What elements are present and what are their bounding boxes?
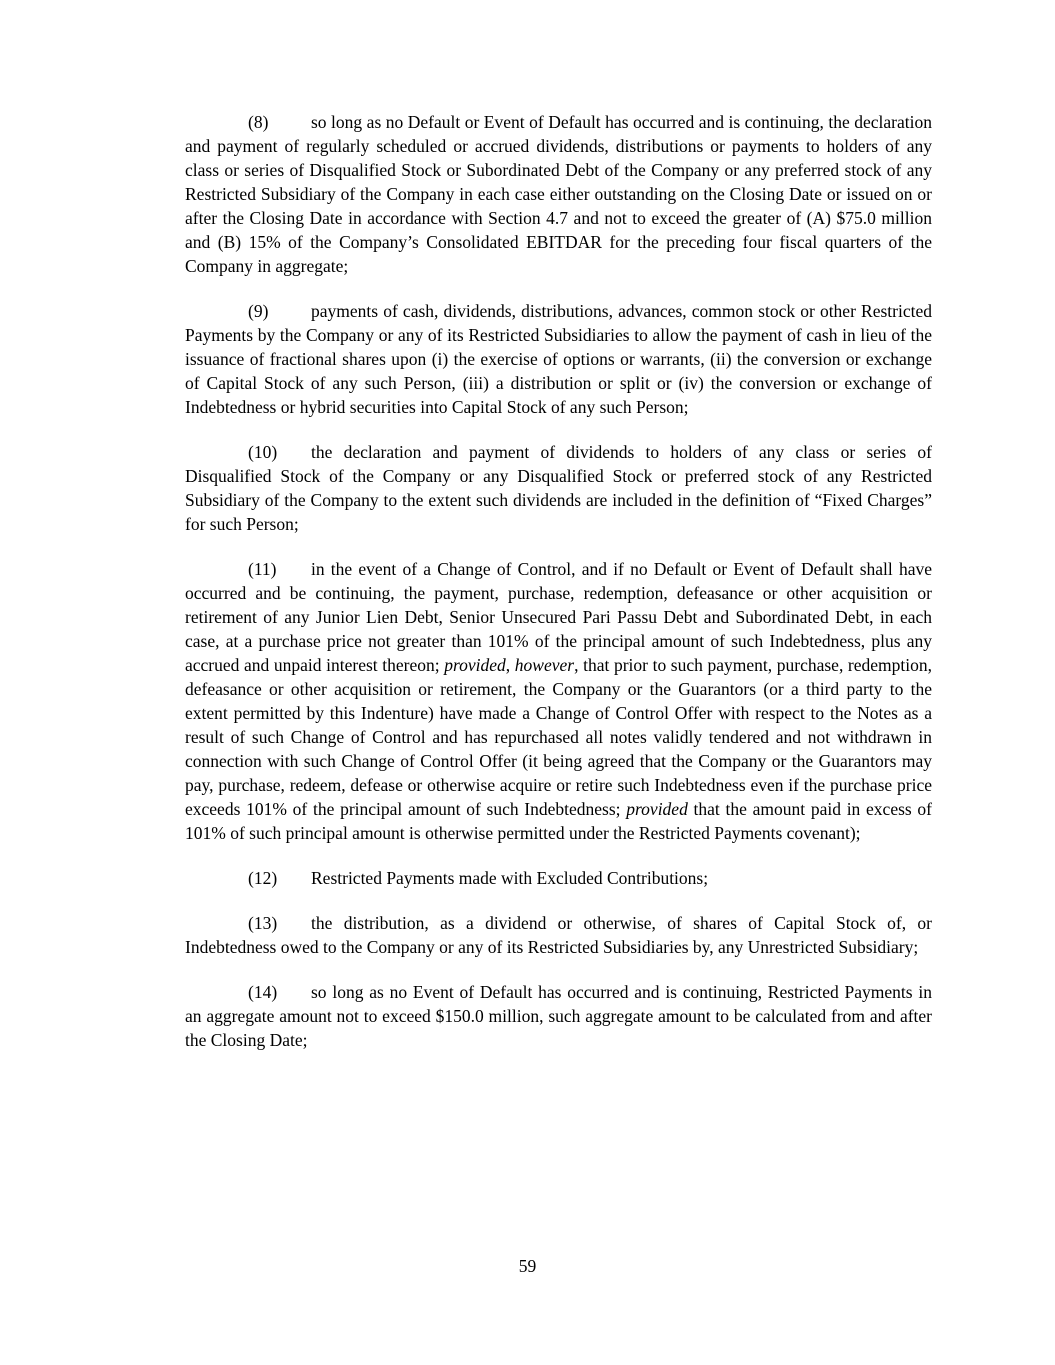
- paragraph-text: so long as no Default or Event of Default has occurred and is continuing, the declaration and payment of regularly scheduled or accrued dividends, distributions or payments to holders of any class or series of Disqualified Stock or Subordinated Debt of the Company or any preferred stock of any Restricted Subsidiary of the Company in each case either outstanding on the Closing Date or issued on or after the Closing Date in accordance with Section 4.7 and not to exceed the greater of (A) $75.0 million and (B) 15% of the Company’s Consolidated EBITDAR for the preceding four fiscal quarters of the Company in aggregate;: [185, 112, 932, 276]
- paragraph-13: [185, 911, 932, 959]
- paragraph-text: the declaration and payment of dividends to holders of any class or series of Disqualified Stock of the Company or any Disqualified Stock or preferred stock of any Restricted Subsidiary of the Company to the extent such dividends are included in the definition of “Fixed Charges” for such Person;: [185, 442, 932, 534]
- paragraph-text: in the event of a Change of Control, and if no Default or Event of Default shall have occurred and be continuing, the payment, purchase, redemption, defeasance or other acquisition or retirement of any Junior Lien Debt, Senior Unsecured Pari Passu Debt and Subordinated Debt, in each case, at a purchase price not greater than 101% of the principal amount of such Indebtedness, plus any accrued and unpaid interest thereon; provided, however, that prior to such payment, purchase, redemption, defeasance or other acquisition or retirement, the Company or the Guarantors (or a third party to the extent permitted by this Indenture) have made a Change of Control Offer with respect to the Notes as a result of such Change of Control and has repurchased all notes validly tendered and not withdrawn in connection with such Change of Control Offer (it being agreed that the Company or the Guarantors may pay, purchase, redeem, defease or otherwise acquire or retire such Indebtedness even if the purchase price exceeds 101% of the principal amount of such Indebtedness; provided that the amount paid in excess of 101% of such principal amount is otherwise permitted under the Restricted Payments covenant);: [185, 559, 933, 843]
- paragraph-number: (9): [248, 301, 269, 321]
- paragraph-14: [185, 980, 932, 1052]
- paragraph-number: (12): [248, 868, 278, 888]
- paragraph-text: the distribution, as a dividend or otherwise, of shares of Capital Stock of, or Indebtedness owed to the Company or any of its Restricted Subsidiaries by, any Unrestricted Subsidiary;: [185, 913, 932, 957]
- paragraph-11: [185, 557, 932, 845]
- paragraph-text: so long as no Event of Default has occurred and is continuing, Restricted Payments in an aggregate amount not to exceed $150.0 million, such aggregate amount to be calculated from and after the Closing Date;: [185, 982, 932, 1050]
- paragraph-number: (10): [248, 442, 278, 462]
- page-content: [185, 110, 932, 1073]
- paragraph-number: (11): [248, 559, 277, 579]
- paragraph-number: (13): [248, 913, 278, 933]
- paragraph-9: [185, 299, 932, 419]
- paragraph-8: [185, 110, 932, 278]
- paragraph-number: (8): [248, 112, 269, 132]
- page-number: 59: [518, 1256, 537, 1276]
- paragraph-number: (14): [248, 982, 278, 1002]
- paragraph-text: payments of cash, dividends, distributions, advances, common stock or other Restricted Payments by the Company or any of its Restricted Subsidiaries to allow the payment of cash in lieu of the issuance of fractional shares upon (i) the exercise of options or warrants, (ii) the conversion or exchange of Capital Stock of any such Person, (iii) a distribution or split or (iv) the conversion or exchange of Indebtedness or hybrid securities into Capital Stock of any such Person;: [185, 301, 932, 417]
- paragraph-12: [185, 866, 932, 890]
- paragraph-10: [185, 440, 932, 536]
- paragraph-text: Restricted Payments made with Excluded Contributions;: [311, 868, 709, 888]
